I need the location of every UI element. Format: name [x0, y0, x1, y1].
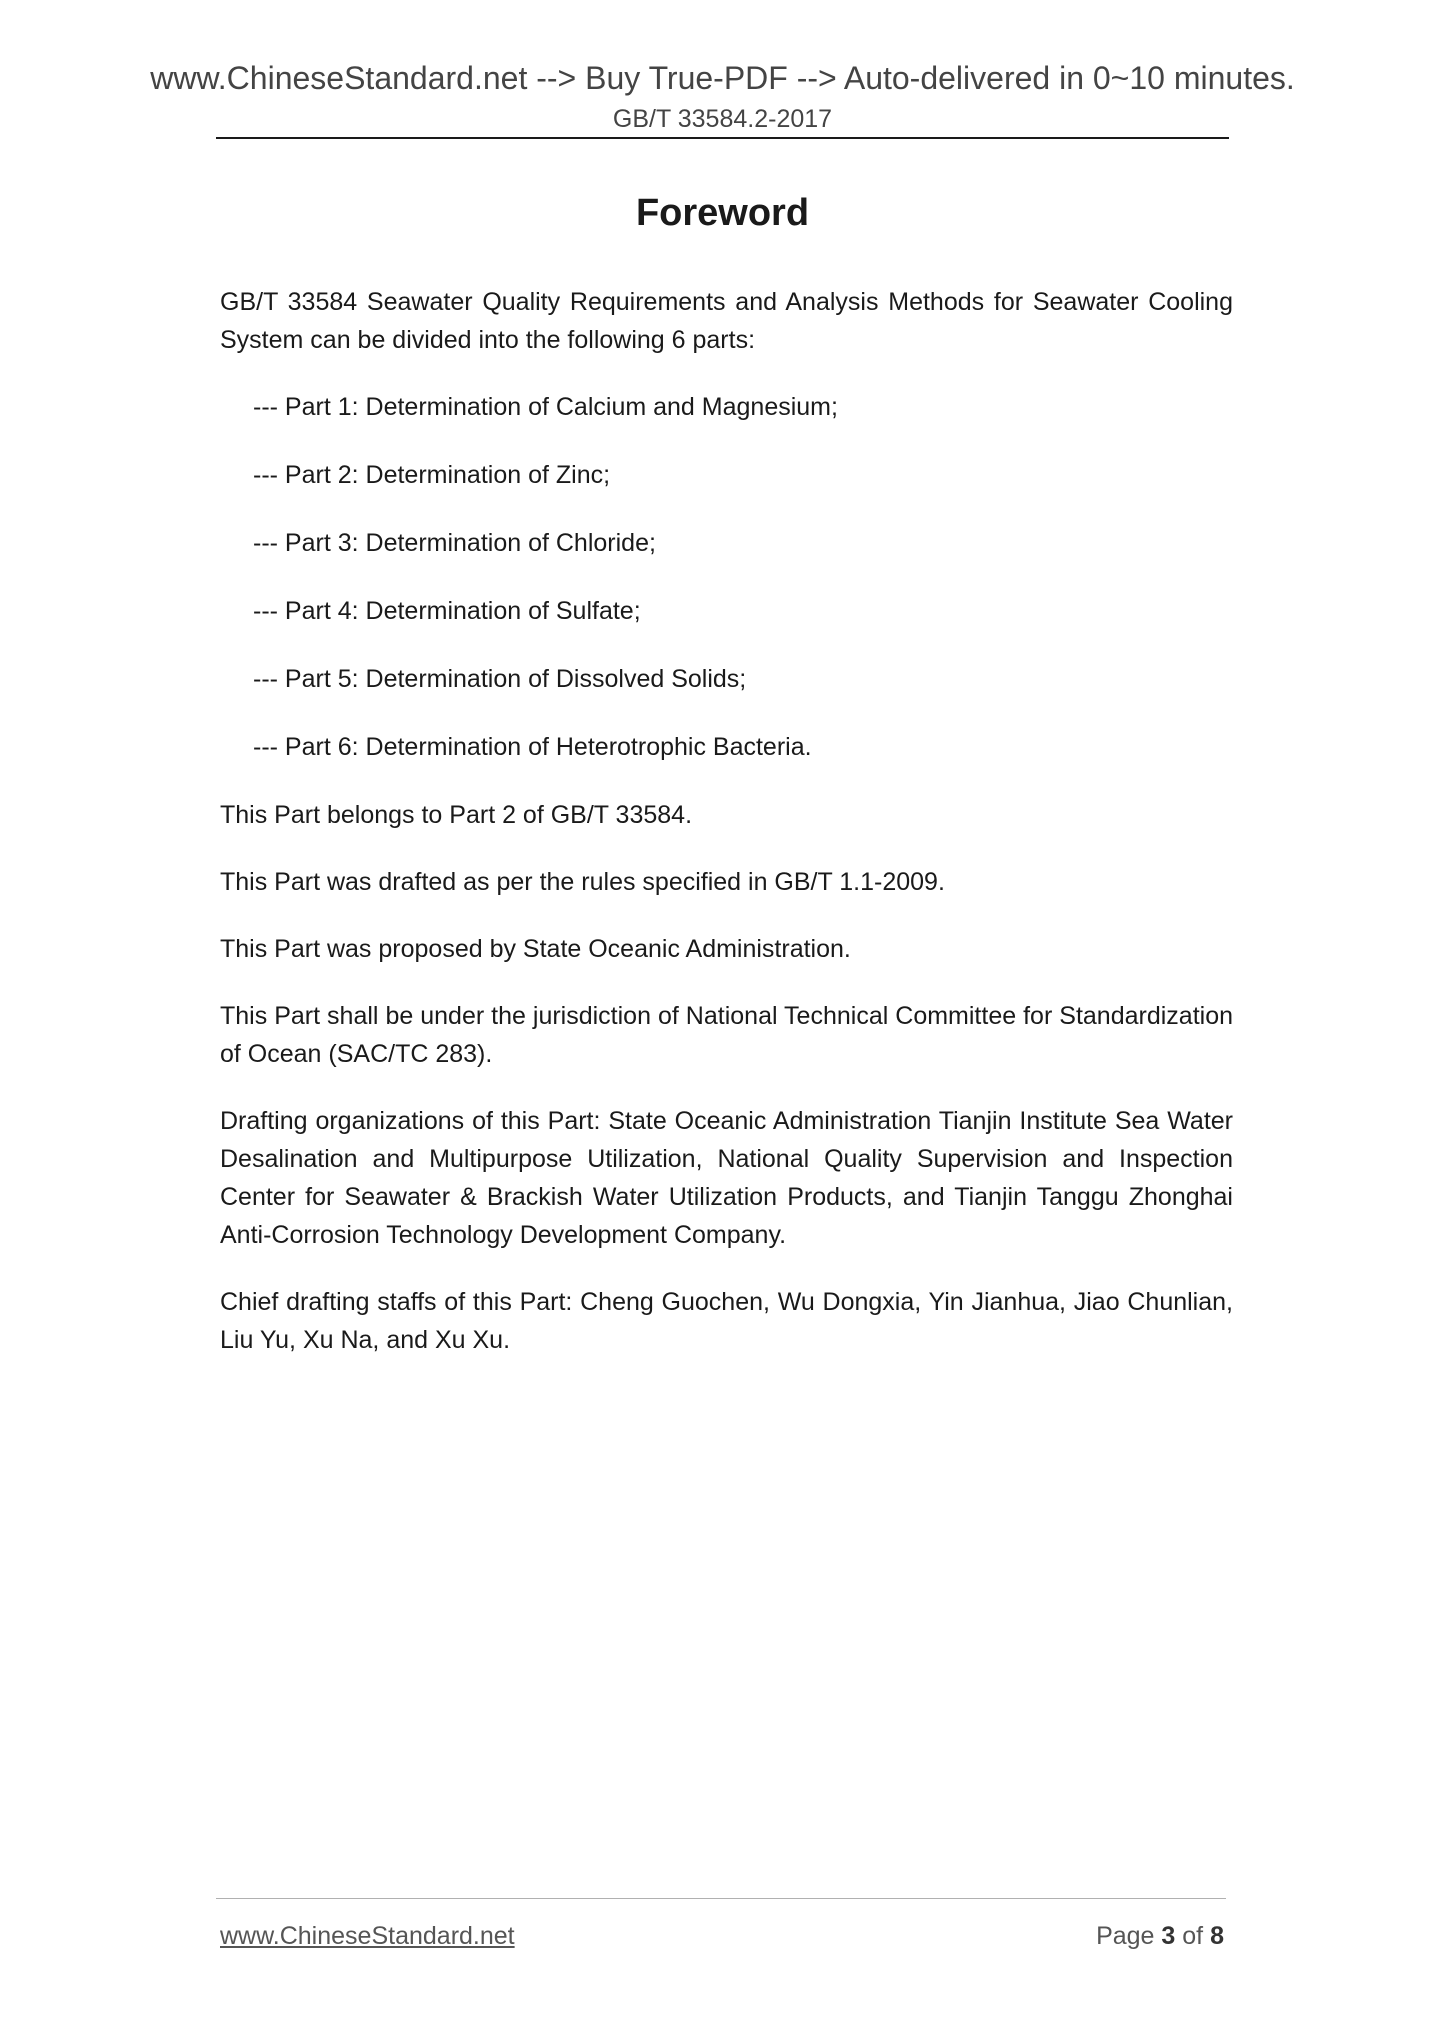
page-number — [1096, 1921, 1224, 1951]
foreword-body — [220, 283, 1233, 1388]
staffs-paragraph: Chief drafting staffs of this Part: Cheng Guochen, Wu Dongxia, Yin Jianhua, Jiao Chunlian, Liu Yu, Xu Na, and Xu Xu. — [220, 1288, 1233, 1354]
list-item-part-5: --- Part 5: Determination of Dissolved Solids; — [253, 665, 747, 693]
header-divider — [216, 137, 1229, 139]
page-of: of — [1182, 1922, 1204, 1950]
page-title: Foreword — [635, 192, 810, 234]
drafted-paragraph: This Part was drafted as per the rules specified in GB/T 1.1-2009. — [220, 868, 945, 896]
jurisdiction-paragraph: This Part shall be under the jurisdiction of National Technical Committee for Standardization of Ocean (SAC/TC 283). — [220, 1002, 1233, 1068]
organizations-paragraph: Drafting organizations of this Part: State Oceanic Administration Tianjin Institute Sea Water Desalination and Multipurpose Utilization, National Quality Supervision and Inspection Center for Seawater & Brackish Water Utilization Products, and Tianjin Tanggu Zhonghai Anti-Corrosion Technology Development Company. — [220, 1107, 1233, 1249]
header-banner: www.ChineseStandard.net --> Buy True-PDF --> Auto-delivered in 0~10 minutes. — [150, 60, 1295, 96]
page-current: 3 — [1161, 1922, 1176, 1950]
page-prefix: Page — [1096, 1922, 1155, 1950]
list-item-part-3: --- Part 3: Determination of Chloride; — [253, 529, 656, 557]
list-item-part-4: --- Part 4: Determination of Sulfate; — [253, 597, 641, 625]
list-item-part-1: --- Part 1: Determination of Calcium and Magnesium; — [253, 393, 838, 421]
list-item-part-2: --- Part 2: Determination of Zinc; — [253, 461, 611, 489]
list-item-part-6: --- Part 6: Determination of Heterotrophic Bacteria. — [253, 733, 812, 761]
intro-paragraph: GB/T 33584 Seawater Quality Requirements and Analysis Methods for Seawater Cooling System can be divided into the following 6 parts: — [220, 288, 1233, 354]
document-code: GB/T 33584.2-2017 — [612, 105, 833, 133]
belongs-paragraph: This Part belongs to Part 2 of GB/T 33584. — [220, 801, 693, 829]
footer-site-link[interactable]: www.ChineseStandard.net — [220, 1922, 515, 1950]
page-total: 8 — [1210, 1922, 1224, 1950]
footer-divider — [216, 1898, 1226, 1899]
proposed-paragraph: This Part was proposed by State Oceanic Administration. — [220, 935, 851, 963]
